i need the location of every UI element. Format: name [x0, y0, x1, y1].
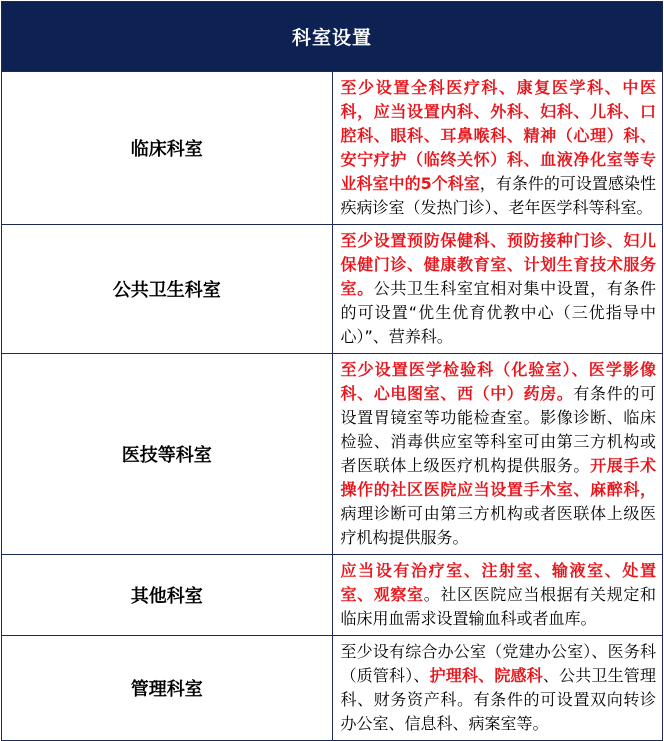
table-row: [2, 354, 663, 555]
row-category: 临床科室: [2, 72, 333, 225]
text-segment: 有条件的可设置胃镜室等功能检查室。影像诊断、临床检验、消毒供应室等科室可由第三方机构或者医联体上级医疗机构提供服务。: [340, 384, 656, 475]
text-segment: 。社区医院应当根据有关规定和临床用血需求设置输血科或者血库。: [340, 585, 656, 628]
table-row: [2, 225, 663, 354]
text-segment: 护理科、院感科: [429, 666, 543, 685]
row-content: [332, 225, 663, 354]
text-segment: 开展手术操作的社区医院应当设置手术室、麻醉科，: [340, 456, 656, 499]
table-row: [2, 636, 663, 741]
table-row: [2, 72, 663, 225]
text-segment: 病理诊断可由第三方机构或者医联体上级医疗机构提供服务。: [340, 504, 656, 547]
row-content: [332, 555, 663, 636]
text-segment: 、公共卫生管理科、财务资产科。有条件的可设置双向转诊办公室、信息科、病案室等。: [340, 666, 656, 733]
text-segment: 至少设置医学检验科（化验室）、医学影像科、心电图室、西（中）药房。: [340, 360, 656, 403]
row-content: [332, 636, 663, 741]
row-content: [332, 354, 663, 555]
row-category: 公共卫生科室: [2, 225, 333, 354]
text-segment: 应当设有治疗室、注射室、输液室、处置室、观察室: [340, 561, 656, 604]
text-segment: 至少设有综合办公室（党建办公室）、医务科（质管科）、: [340, 642, 656, 685]
table-title: 科室设置: [2, 2, 663, 72]
row-category: 医技等科室: [2, 354, 333, 555]
text-segment: ，有条件的可设置感染性疾病诊室（发热门诊）、老年医学科等科室。: [340, 174, 656, 217]
row-category: 其他科室: [2, 555, 333, 636]
table-row: [2, 555, 663, 636]
row-category: 管理科室: [2, 636, 333, 741]
text-segment: 至少设置全科医疗科、康复医学科、中医科，应当设置内科、外科、妇科、儿科、口腔科、眼科、耳鼻喉科、精神（心理）科、安宁疗护（临终关怀）科、血液净化室等专业科室中的5个科室: [340, 78, 656, 193]
text-segment: 公共卫生科室宜相对集中设置，有条件的可设置“优生优育优教中心（三优指导中心）”、营养科。: [340, 279, 656, 346]
row-content: [332, 72, 663, 225]
text-segment: 至少设置预防保健科、预防接种门诊、妇儿保健门诊、健康教育室、计划生育技术服务室。: [340, 231, 656, 298]
department-table: [1, 1, 663, 741]
